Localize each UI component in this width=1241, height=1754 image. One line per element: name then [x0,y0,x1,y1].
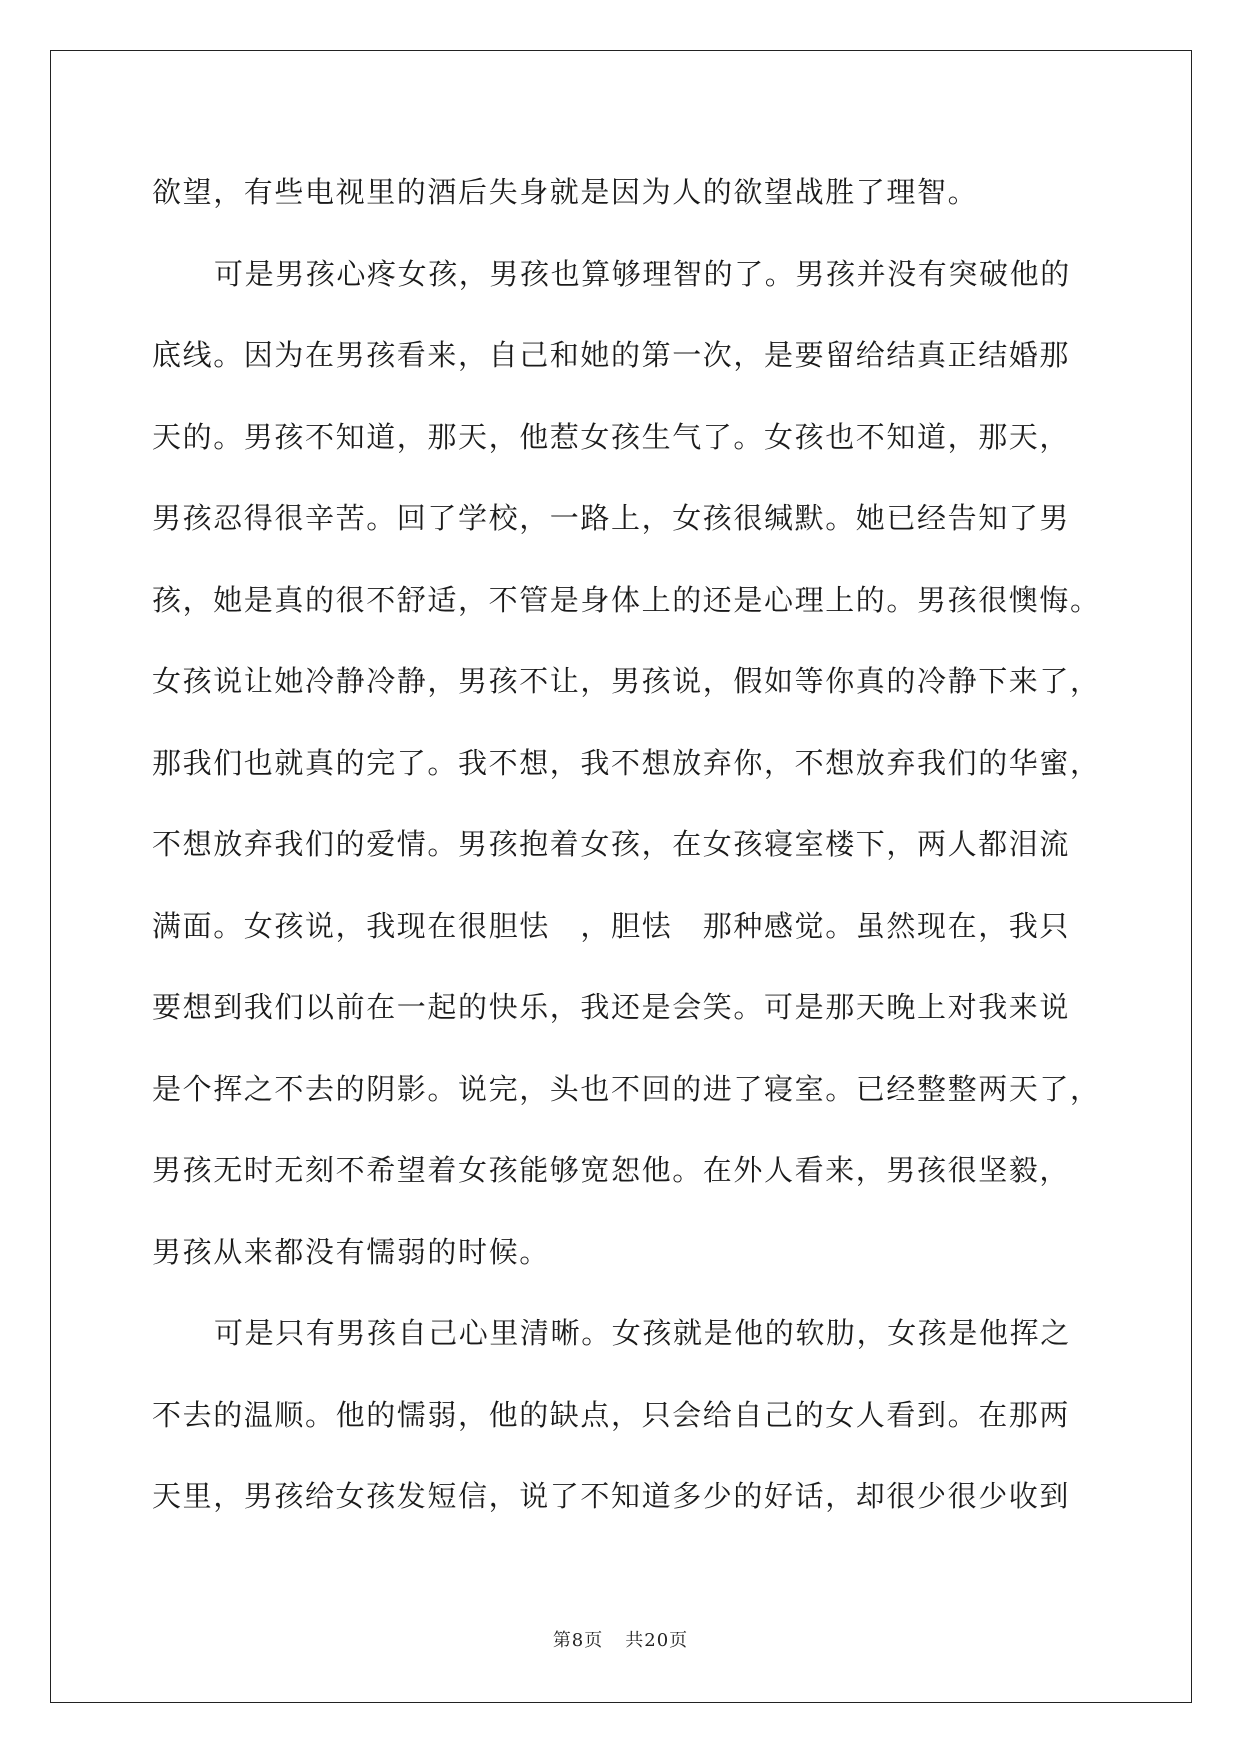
text-line: 那我们也就真的完了。我不想，我不想放弃你，不想放弃我们的华蜜， [152,745,1101,780]
text-line: 不去的温顺。他的懦弱，他的缺点，只会给自己的女人看到。在那两 [152,1397,1071,1432]
text-line: 男孩忍得很辛苦。回了学校，一路上，女孩很缄默。她已经告知了男 [152,501,1071,535]
text-line: 天的。男孩不知道，那天，他惹女孩生气了。女孩也不知道，那天， [152,419,1071,454]
text-line: 满面。女孩说，我现在很胆怯 ，胆怯 那种感觉。虽然现在，我只 [152,908,1071,943]
text-line: 不想放弃我们的爱情。男孩抱着女孩，在女孩寝室楼下，两人都泪流 [152,827,1071,861]
text-line: 女孩说让她冷静冷静，男孩不让，男孩说，假如等你真的冷静下来了， [152,664,1101,698]
text-line: 男孩从来都没有懦弱的时候。 [152,1234,550,1269]
page-total: 共20页 [625,1630,689,1651]
text-line: 要想到我们以前在一起的快乐，我还是会笑。可是那天晚上对我来说 [152,990,1071,1024]
text-line: 男孩无时无刻不希望着女孩能够宽恕他。在外人看来，男孩很坚毅， [152,1153,1071,1187]
page-footer [0,1626,1241,1652]
text-line: 天里，男孩给女孩发短信，说了不知道多少的好话，却很少很少收到 [152,1479,1071,1513]
text-line: 可是男孩心疼女孩，男孩也算够理智的了。男孩并没有突破他的 [214,256,1071,291]
page-number: 第8页 [552,1630,604,1651]
text-line: 底线。因为在男孩看来，自己和她的第一次，是要留给结真正结婚那 [152,338,1071,372]
document-body [152,162,1101,1548]
text-line: 孩，她是真的很不舒适，不管是身体上的还是心理上的。男孩很懊悔。 [152,582,1101,617]
text-line: 可是只有男孩自己心里清晰。女孩就是他的软肋，女孩是他挥之 [214,1316,1071,1350]
text-line: 欲望，有些电视里的酒后失身就是因为人的欲望战胜了理智。 [152,175,979,209]
text-line: 是个挥之不去的阴影。说完，头也不回的进了寝室。已经整整两天了， [152,1071,1101,1106]
